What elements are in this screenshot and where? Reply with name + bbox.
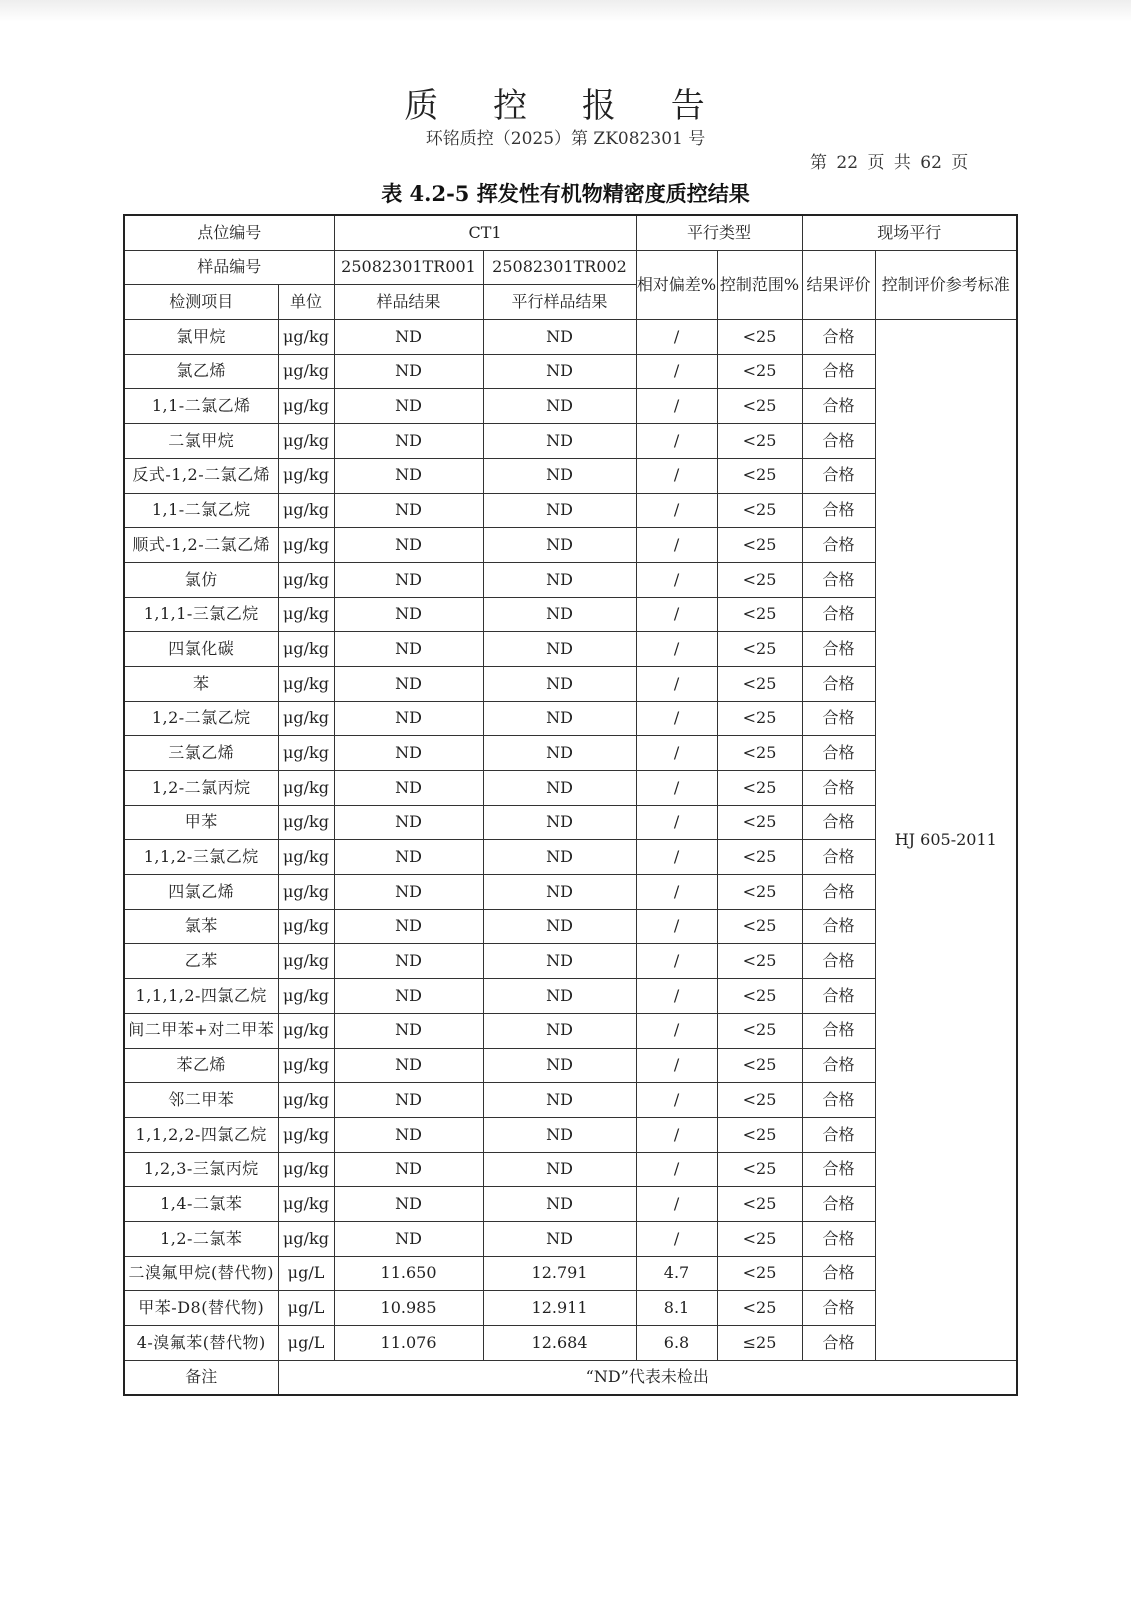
result-evaluation: 合格 [802,354,875,389]
parallel-result: ND [483,979,636,1014]
sample-result: ND [334,354,483,389]
sample-result: ND [334,736,483,771]
parallel-result: ND [483,736,636,771]
sample-result: ND [334,1187,483,1222]
control-range: <25 [717,1083,802,1118]
unit: μg/kg [278,597,334,632]
sample-result: 11.650 [334,1256,483,1291]
control-range: <25 [717,1221,802,1256]
relative-deviation: / [636,1187,717,1222]
result-evaluation: 合格 [802,597,875,632]
item-name: 1,1,2,2-四氯乙烷 [124,1117,278,1152]
header-row-sample [124,250,1017,285]
sample-result: ND [334,528,483,563]
control-range: <25 [717,1013,802,1048]
control-range: <25 [717,840,802,875]
relative-deviation: / [636,1221,717,1256]
control-range: <25 [717,458,802,493]
sample-result: ND [334,320,483,355]
control-range: <25 [717,805,802,840]
parallel-result: ND [483,1187,636,1222]
page-info: 第 22 页 共 62 页 [810,153,969,173]
parallel-result: 12.911 [483,1291,636,1326]
sample-result: ND [334,701,483,736]
result-evaluation: 合格 [802,1013,875,1048]
relative-deviation: 8.1 [636,1291,717,1326]
sample-result: ND [334,1152,483,1187]
unit: μg/kg [278,840,334,875]
item-name: 氯甲烷 [124,320,278,355]
item-name: 反式-1,2-二氯乙烯 [124,458,278,493]
note-text: “ND”代表未检出 [278,1360,1017,1395]
sample-id-1: 25082301TR001 [334,250,483,285]
result-evaluation: 合格 [802,840,875,875]
parallel-result: ND [483,458,636,493]
unit: μg/kg [278,458,334,493]
reference-standard: HJ 605-2011 [875,320,1017,1361]
unit: μg/L [278,1256,334,1291]
parallel-result: ND [483,701,636,736]
sample-result: ND [334,666,483,701]
control-range: <25 [717,424,802,459]
result-evaluation: 合格 [802,1048,875,1083]
unit: μg/kg [278,736,334,771]
unit: μg/L [278,1326,334,1361]
item-name: 二氯甲烷 [124,424,278,459]
sample-result: 10.985 [334,1291,483,1326]
unit: μg/L [278,1291,334,1326]
unit: μg/kg [278,389,334,424]
control-range: <25 [717,354,802,389]
sample-result: ND [334,875,483,910]
sample-result: ND [334,1221,483,1256]
item-name: 1,1-二氯乙烯 [124,389,278,424]
relative-deviation: / [636,1152,717,1187]
unit: μg/kg [278,909,334,944]
parallel-type-label: 平行类型 [636,215,802,250]
unit: μg/kg [278,354,334,389]
parallel-result: ND [483,493,636,528]
result-evaluation: 合格 [802,979,875,1014]
relative-deviation: / [636,597,717,632]
point-code-label: 点位编号 [124,215,334,250]
item-name: 4-溴氟苯(替代物) [124,1326,278,1361]
control-range: <25 [717,528,802,563]
unit: μg/kg [278,805,334,840]
item-name: 三氯乙烯 [124,736,278,771]
sample-result: ND [334,1048,483,1083]
relative-deviation: / [636,771,717,806]
sample-result: ND [334,979,483,1014]
control-range: <25 [717,1291,802,1326]
relative-deviation: / [636,875,717,910]
relative-deviation: / [636,909,717,944]
relative-deviation: / [636,354,717,389]
result-evaluation: 合格 [802,320,875,355]
sample-result: ND [334,944,483,979]
control-range: <25 [717,701,802,736]
control-range: <25 [717,1048,802,1083]
sample-code-label: 样品编号 [124,250,334,285]
reference-standard-header: 控制评价参考标准 [875,250,1017,319]
control-range: <25 [717,562,802,597]
unit: μg/kg [278,424,334,459]
sample-result: ND [334,597,483,632]
result-evaluation: 合格 [802,771,875,806]
control-range: <25 [717,1117,802,1152]
parallel-result: ND [483,666,636,701]
item-name: 四氯化碳 [124,632,278,667]
result-evaluation: 合格 [802,909,875,944]
item-name: 甲苯-D8(替代物) [124,1291,278,1326]
sample-result: ND [334,493,483,528]
unit: μg/kg [278,666,334,701]
control-range: <25 [717,944,802,979]
parallel-result: ND [483,597,636,632]
sample-result: ND [334,805,483,840]
parallel-result: ND [483,875,636,910]
sample-result: ND [334,632,483,667]
parallel-result: ND [483,1013,636,1048]
parallel-result: ND [483,771,636,806]
parallel-result: ND [483,562,636,597]
unit: μg/kg [278,1048,334,1083]
relative-deviation: / [636,805,717,840]
control-range-header: 控制范围% [717,250,802,319]
item-name: 氯苯 [124,909,278,944]
parallel-result-header: 平行样品结果 [483,285,636,320]
control-range: <25 [717,1187,802,1222]
control-range: <25 [717,389,802,424]
item-name: 1,2-二氯丙烷 [124,771,278,806]
result-evaluation: 合格 [802,458,875,493]
table-caption: 表 4.2-5 挥发性有机物精密度质控结果 [381,181,750,206]
relative-deviation: / [636,632,717,667]
relative-deviation: / [636,389,717,424]
control-range: <25 [717,771,802,806]
relative-deviation: / [636,1048,717,1083]
relative-deviation-header: 相对偏差% [636,250,717,319]
parallel-result: 12.684 [483,1326,636,1361]
result-evaluation: 合格 [802,1187,875,1222]
sample-result: ND [334,1117,483,1152]
control-range: <25 [717,736,802,771]
relative-deviation: / [636,424,717,459]
relative-deviation: / [636,1013,717,1048]
unit: μg/kg [278,875,334,910]
item-name: 四氯乙烯 [124,875,278,910]
item-name: 1,1,2-三氯乙烷 [124,840,278,875]
relative-deviation: / [636,736,717,771]
result-evaluation: 合格 [802,1117,875,1152]
parallel-result: ND [483,632,636,667]
unit: μg/kg [278,1221,334,1256]
qc-results-table [123,214,1018,1396]
item-name: 乙苯 [124,944,278,979]
relative-deviation: / [636,562,717,597]
item-name: 甲苯 [124,805,278,840]
result-evaluation: 合格 [802,528,875,563]
sample-result: ND [334,562,483,597]
unit: μg/kg [278,1083,334,1118]
item-name: 1,1,1-三氯乙烷 [124,597,278,632]
unit: μg/kg [278,528,334,563]
relative-deviation: / [636,979,717,1014]
relative-deviation: / [636,458,717,493]
item-header: 检测项目 [124,285,278,320]
control-range: <25 [717,1152,802,1187]
unit: μg/kg [278,562,334,597]
parallel-result: ND [483,389,636,424]
parallel-result: ND [483,1083,636,1118]
note-label: 备注 [124,1360,278,1395]
parallel-result: ND [483,1117,636,1152]
unit: μg/kg [278,771,334,806]
control-range: <25 [717,597,802,632]
note-row [124,1360,1017,1395]
unit: μg/kg [278,320,334,355]
item-name: 苯 [124,666,278,701]
parallel-result: ND [483,1152,636,1187]
unit: μg/kg [278,701,334,736]
item-name: 邻二甲苯 [124,1083,278,1118]
item-name: 1,4-二氯苯 [124,1187,278,1222]
control-range: <25 [717,320,802,355]
result-evaluation: 合格 [802,632,875,667]
result-evaluation: 合格 [802,1291,875,1326]
item-name: 1,1,1,2-四氯乙烷 [124,979,278,1014]
unit: μg/kg [278,1013,334,1048]
item-name: 氯乙烯 [124,354,278,389]
unit: μg/kg [278,944,334,979]
parallel-result: ND [483,1048,636,1083]
sample-result-header: 样品结果 [334,285,483,320]
unit: μg/kg [278,1117,334,1152]
result-evaluation: 合格 [802,736,875,771]
result-evaluation: 合格 [802,875,875,910]
sample-result: ND [334,424,483,459]
item-name: 苯乙烯 [124,1048,278,1083]
parallel-result: ND [483,805,636,840]
unit: μg/kg [278,632,334,667]
result-evaluation: 合格 [802,805,875,840]
sample-result: ND [334,909,483,944]
result-evaluation: 合格 [802,562,875,597]
unit: μg/kg [278,1152,334,1187]
sample-id-2: 25082301TR002 [483,250,636,285]
point-code-value: CT1 [334,215,636,250]
relative-deviation: / [636,493,717,528]
unit: μg/kg [278,1187,334,1222]
sample-result: 11.076 [334,1326,483,1361]
sample-result: ND [334,1083,483,1118]
header-row-point [124,215,1017,250]
item-name: 1,2-二氯苯 [124,1221,278,1256]
result-evaluation: 合格 [802,701,875,736]
table-row [124,320,1017,355]
item-name: 1,1-二氯乙烷 [124,493,278,528]
report-title: 质 控 报 告 [404,86,727,126]
control-range: <25 [717,979,802,1014]
relative-deviation: / [636,701,717,736]
relative-deviation: / [636,320,717,355]
parallel-result: ND [483,840,636,875]
parallel-result: ND [483,1221,636,1256]
sample-result: ND [334,1013,483,1048]
control-range: ≤25 [717,1326,802,1361]
parallel-result: ND [483,424,636,459]
control-range: <25 [717,632,802,667]
item-name: 二溴氟甲烷(替代物) [124,1256,278,1291]
result-evaluation: 合格 [802,1221,875,1256]
control-range: <25 [717,493,802,528]
sample-result: ND [334,458,483,493]
control-range: <25 [717,666,802,701]
item-name: 间二甲苯+对二甲苯 [124,1013,278,1048]
parallel-result: ND [483,354,636,389]
control-range: <25 [717,1256,802,1291]
result-evaluation: 合格 [802,666,875,701]
sample-result: ND [334,389,483,424]
relative-deviation: / [636,840,717,875]
result-evaluation-header: 结果评价 [802,250,875,319]
unit: μg/kg [278,979,334,1014]
control-range: <25 [717,909,802,944]
item-name: 氯仿 [124,562,278,597]
scan-edge [0,0,1131,22]
parallel-result: ND [483,528,636,563]
document-number: 环铭质控（2025）第 ZK082301 号 [425,129,706,149]
item-name: 1,2-二氯乙烷 [124,701,278,736]
parallel-type-value: 现场平行 [802,215,1017,250]
sample-result: ND [334,840,483,875]
parallel-result: ND [483,909,636,944]
relative-deviation: / [636,528,717,563]
relative-deviation: / [636,944,717,979]
relative-deviation: 4.7 [636,1256,717,1291]
unit-header: 单位 [278,285,334,320]
item-name: 顺式-1,2-二氯乙烯 [124,528,278,563]
item-name: 1,2,3-三氯丙烷 [124,1152,278,1187]
control-range: <25 [717,875,802,910]
result-evaluation: 合格 [802,1326,875,1361]
parallel-result: ND [483,320,636,355]
result-evaluation: 合格 [802,389,875,424]
result-evaluation: 合格 [802,944,875,979]
result-evaluation: 合格 [802,424,875,459]
relative-deviation: / [636,1117,717,1152]
relative-deviation: / [636,1083,717,1118]
relative-deviation: 6.8 [636,1326,717,1361]
unit: μg/kg [278,493,334,528]
parallel-result: ND [483,944,636,979]
result-evaluation: 合格 [802,1083,875,1118]
result-evaluation: 合格 [802,493,875,528]
result-evaluation: 合格 [802,1152,875,1187]
parallel-result: 12.791 [483,1256,636,1291]
sample-result: ND [334,771,483,806]
result-evaluation: 合格 [802,1256,875,1291]
relative-deviation: / [636,666,717,701]
